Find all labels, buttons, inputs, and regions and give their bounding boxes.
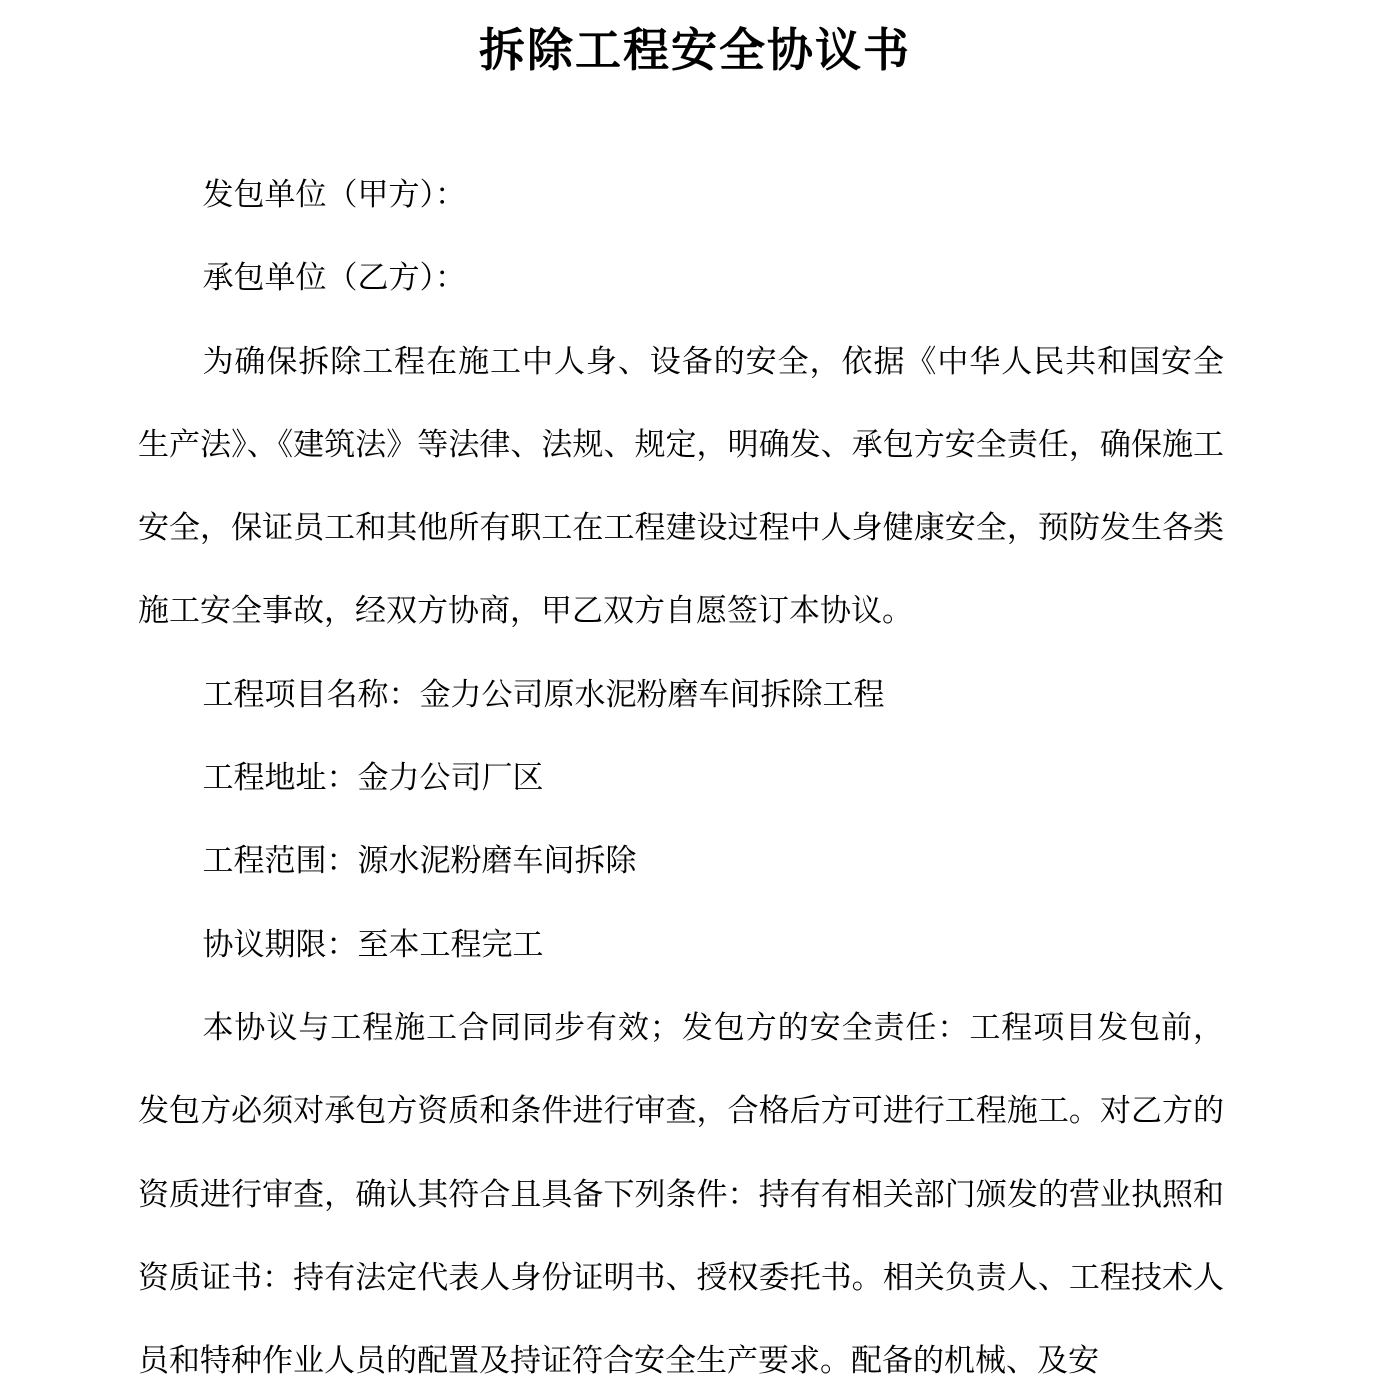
document-title: 拆除工程安全协议书 xyxy=(479,23,911,77)
paragraph-agreement-term: 协议期限：至本工程完工 xyxy=(202,926,544,963)
paragraph-project-name: 工程项目名称：金力公司原水泥粉磨车间拆除工程 xyxy=(202,676,885,713)
document-body xyxy=(138,154,1224,1390)
paragraph-party-a: 发包单位（甲方）： xyxy=(202,177,466,213)
paragraph-purpose: 为确保拆除工程在施工中人身、设备的安全，依据《中华人民共和国安全生产法》、《建筑法》等法律、法规、规定，明确发、承包方安全责任，确保施工安全，保证员工和其他所有职工在工程建设过程中人身健康安全，预防发生各类施工安全事故，经双方协商，甲乙双方自愿签订本协议。 xyxy=(138,343,1224,630)
paragraph-project-address: 工程地址：金力公司厂区 xyxy=(202,760,544,797)
paragraph-project-scope: 工程范围：源水泥粉磨车间拆除 xyxy=(202,843,637,880)
paragraph-party-b: 承包单位（乙方）： xyxy=(202,260,466,297)
paragraph-employer-responsibility: 本协议与工程施工合同同步有效；发包方的安全责任：工程项目发包前，发包方必须对承包方资质和条件进行审查，合格后方可进行工程施工。对乙方的资质进行审查，确认其符合且具备下列条件：持有有相关部门颁发的营业执照和资质证书：持有法定代表人身份证明书、授权委托书。相关负责人、工程技术人员和特种作业人员的配置及持证符合安全生产要求。配备的机械、及安 xyxy=(138,1009,1224,1380)
